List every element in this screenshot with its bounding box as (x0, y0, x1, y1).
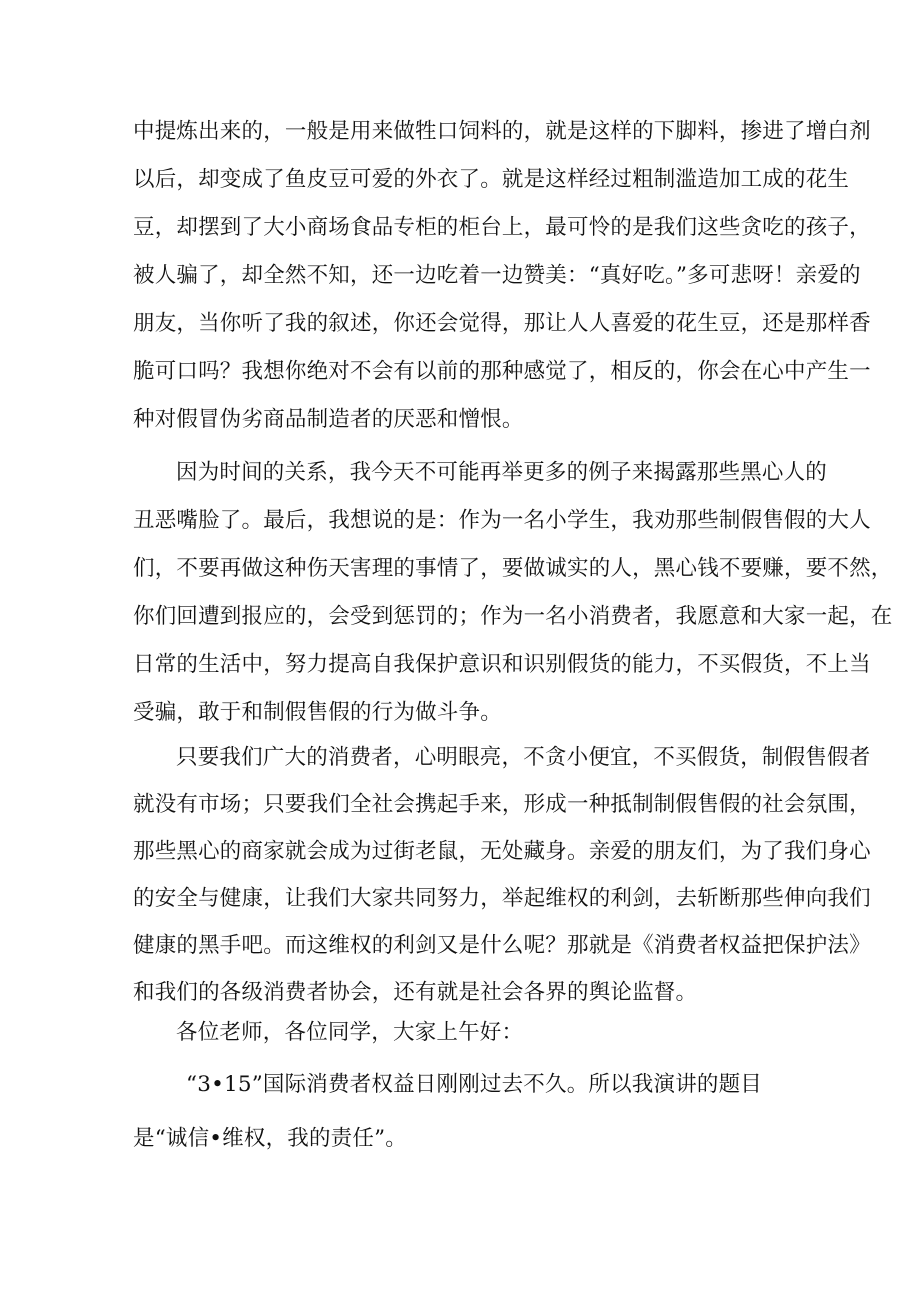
paragraph-line: 的安全与健康，让我们大家共同努力，举起维权的利剑，去斩断那些伸向我们 (133, 886, 871, 911)
paragraph-line: 你们回遭到报应的，会受到惩罚的；作为一名小消费者，我愿意和大家一起，在 (133, 604, 893, 629)
paragraph-line: 受骗，敢于和制假售假的行为做斗争。 (133, 700, 502, 725)
title-line: 是“诚信•维权，我的责任”。 (133, 1126, 407, 1151)
paragraph-line: 就没有市场；只要我们全社会携起手来，形成一种抵制制假售假的社会氛围， (133, 792, 871, 817)
paragraph-line: 种对假冒伪劣商品制造者的厌恶和憎恨。 (133, 407, 524, 432)
paragraph-line: 豆，却摆到了大小商场食品专柜的柜台上，最可怜的是我们这些贪吃的孩子， (133, 215, 871, 240)
paragraph-line: 因为时间的关系，我今天不可能再举更多的例子来揭露那些黑心人的 (176, 460, 828, 485)
paragraph-line: 以后，却变成了鱼皮豆可爱的外衣了。就是这样经过粗制滥造加工成的花生 (133, 167, 850, 192)
greeting-line: 各位老师，各位同学，大家上午好： (176, 1020, 524, 1045)
paragraph-line: 那些黑心的商家就会成为过街老鼠，无处藏身。亲爱的朋友们，为了我们身心 (133, 839, 871, 864)
paragraph-line: 丑恶嘴脸了。最后，我想说的是：作为一名小学生，我劝那些制假售假的大人 (133, 508, 871, 533)
paragraph-line: 们，不要再做这种伤天害理的事情了，要做诚实的人，黑心钱不要赚，要不然， (133, 556, 893, 581)
paragraph-line: 健康的黑手吧。而这维权的利剑又是什么呢？那就是《消费者权益把保护法》 (133, 933, 871, 958)
paragraph-line: 和我们的各级消费者协会，还有就是社会各界的舆论监督。 (133, 980, 698, 1005)
paragraph-line: 脆可口吗？我想你绝对不会有以前的那种感觉了，相反的，你会在心中产生一 (133, 359, 871, 384)
paragraph-line: 被人骗了，却全然不知，还一边吃着一边赞美：“真好吃。”多可悲呀！亲爱的 (133, 263, 861, 288)
paragraph-line: 中提炼出来的，一般是用来做牲口饲料的，就是这样的下脚料，掺进了增白剂 (133, 119, 871, 144)
paragraph-line: 只要我们广大的消费者，心明眼亮，不贪小便宜，不买假货，制假售假者 (176, 745, 871, 770)
paragraph-line: 日常的生活中，努力提高自我保护意识和识别假货的能力，不买假货，不上当 (133, 652, 871, 677)
paragraph-line: “3•15”国际消费者权益日刚刚过去不久。所以我演讲的题目 (186, 1072, 763, 1097)
paragraph-line: 朋友，当你听了我的叙述，你还会觉得，那让人人喜爱的花生豆，还是那样香 (133, 311, 871, 336)
